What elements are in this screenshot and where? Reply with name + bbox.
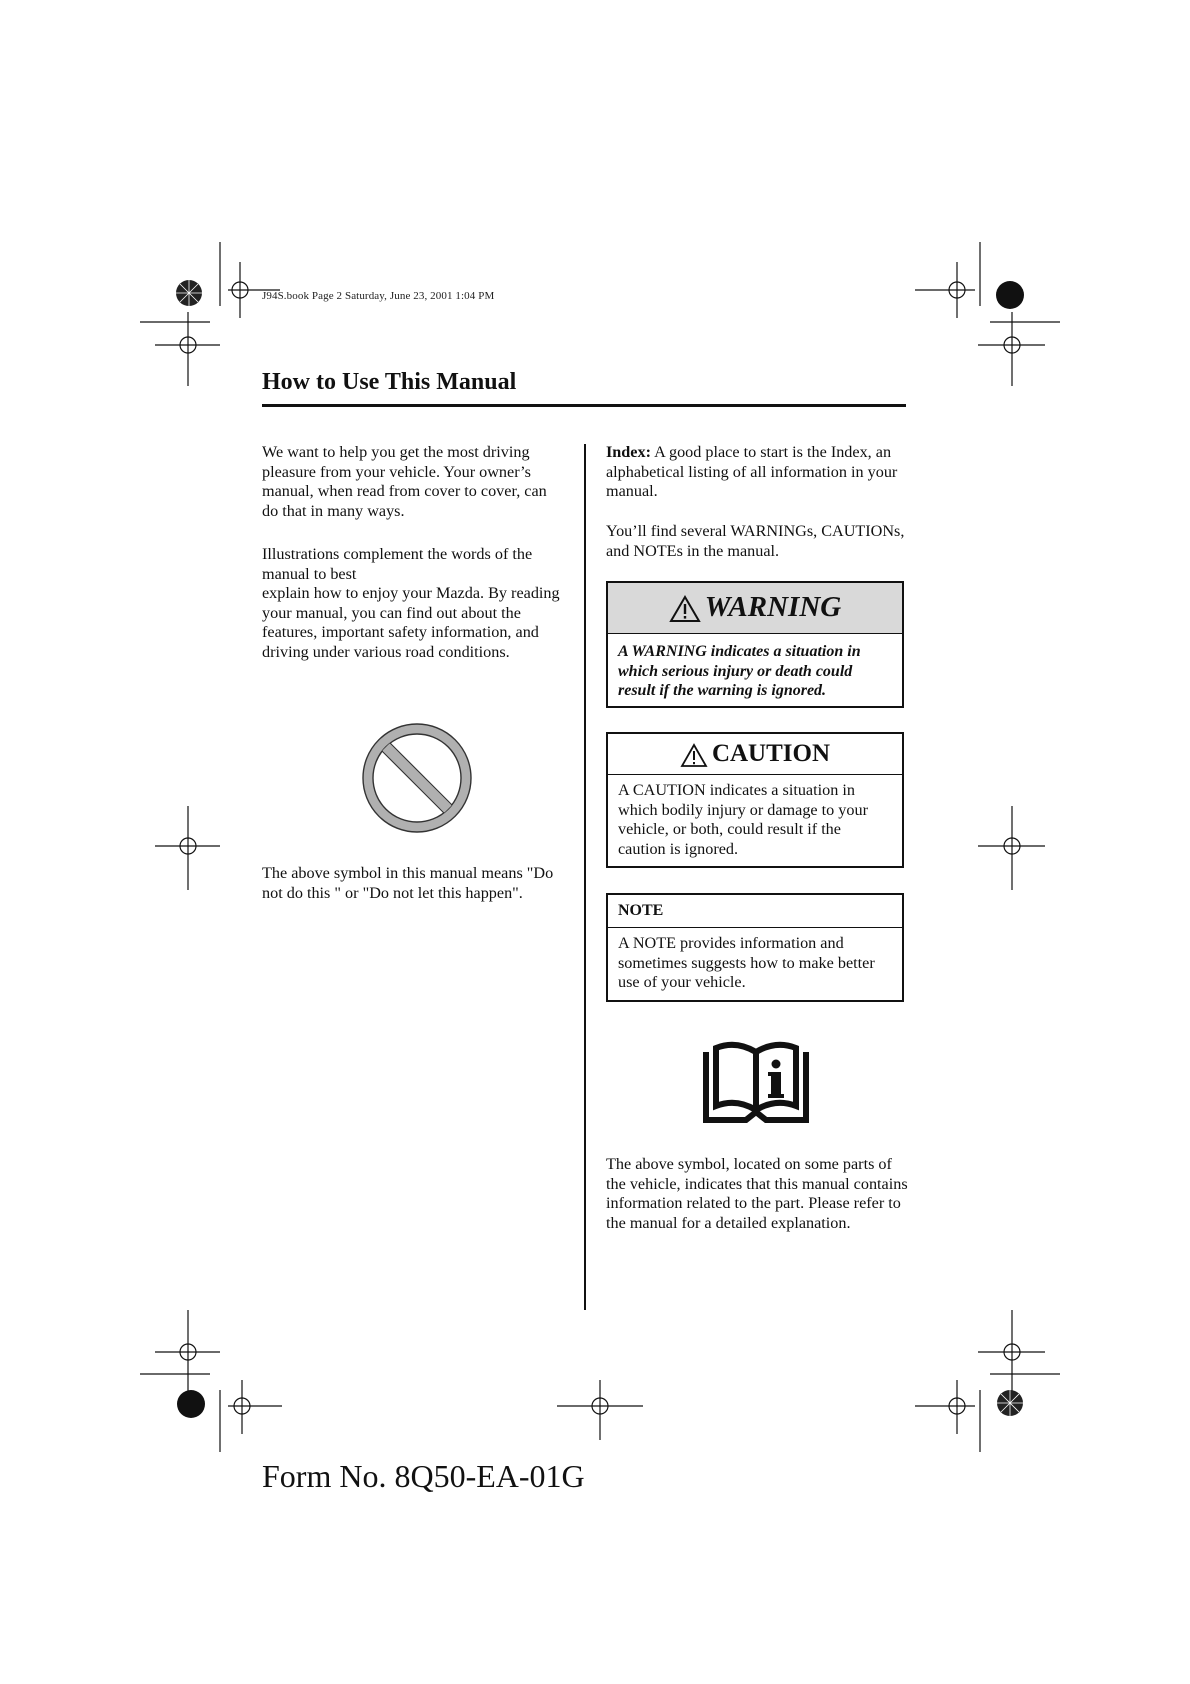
caution-header bbox=[608, 734, 902, 775]
warning-triangle-icon bbox=[669, 595, 701, 623]
illustrations-paragraph bbox=[262, 545, 562, 663]
warning-box bbox=[606, 581, 904, 708]
caution-title: CAUTION bbox=[711, 740, 831, 767]
illustrations-line2: explain how to enjoy your Mazda. By reading your manual, you can find out about the features, important safety information, and driving under various road conditions. bbox=[262, 584, 560, 661]
symbol-caption: The above symbol in this manual means "Do not do this " or "Do not let this happen". bbox=[262, 864, 554, 902]
page-title: How to Use This Manual bbox=[262, 369, 517, 395]
book-info: J94S.book Page 2 Saturday, June 23, 2001 1:04 PM bbox=[262, 290, 495, 302]
book-icon-caption: The above symbol, located on some parts of the vehicle, indicates that this manual contains information related to the part. Please refer to the manual for a detailed explanation. bbox=[606, 1155, 908, 1232]
note-header: NOTE bbox=[608, 895, 902, 928]
form-number: Form No. 8Q50-EA-01G bbox=[262, 1458, 585, 1494]
caution-triangle-icon bbox=[680, 743, 708, 768]
note-box bbox=[606, 893, 904, 1002]
warning-body: A WARNING indicates a situation in which serious injury or death could result if the warning is ignored. bbox=[618, 643, 861, 700]
find-paragraph: You’ll find several WARNINGs, CAUTIONs, and NOTEs in the manual. bbox=[606, 522, 905, 560]
warning-header bbox=[608, 583, 902, 634]
intro-paragraph: We want to help you get the most driving pleasure from your vehicle. Your owner’s manual, when read from cover to cover, can do that in many ways. bbox=[262, 443, 547, 520]
caution-box bbox=[606, 732, 904, 868]
warning-title: WARNING bbox=[704, 591, 842, 623]
title-rule bbox=[262, 404, 906, 407]
index-text: A good place to start is the Index, an alphabetical listing of all information in your manual. bbox=[606, 443, 898, 501]
caution-body: A CAUTION indicates a situation in which bodily injury or damage to your vehicle, or both, could result if the caution is ignored. bbox=[618, 781, 868, 858]
column-divider bbox=[584, 444, 586, 1310]
index-paragraph bbox=[606, 443, 910, 502]
manual-info-icon bbox=[700, 1038, 812, 1124]
index-label: Index: bbox=[606, 443, 651, 461]
prohibition-icon bbox=[360, 722, 474, 834]
illustrations-line1: Illustrations complement the words of the manual to best bbox=[262, 545, 533, 583]
note-body: A NOTE provides information and sometimes suggests how to make better use of your vehicle. bbox=[618, 934, 875, 992]
